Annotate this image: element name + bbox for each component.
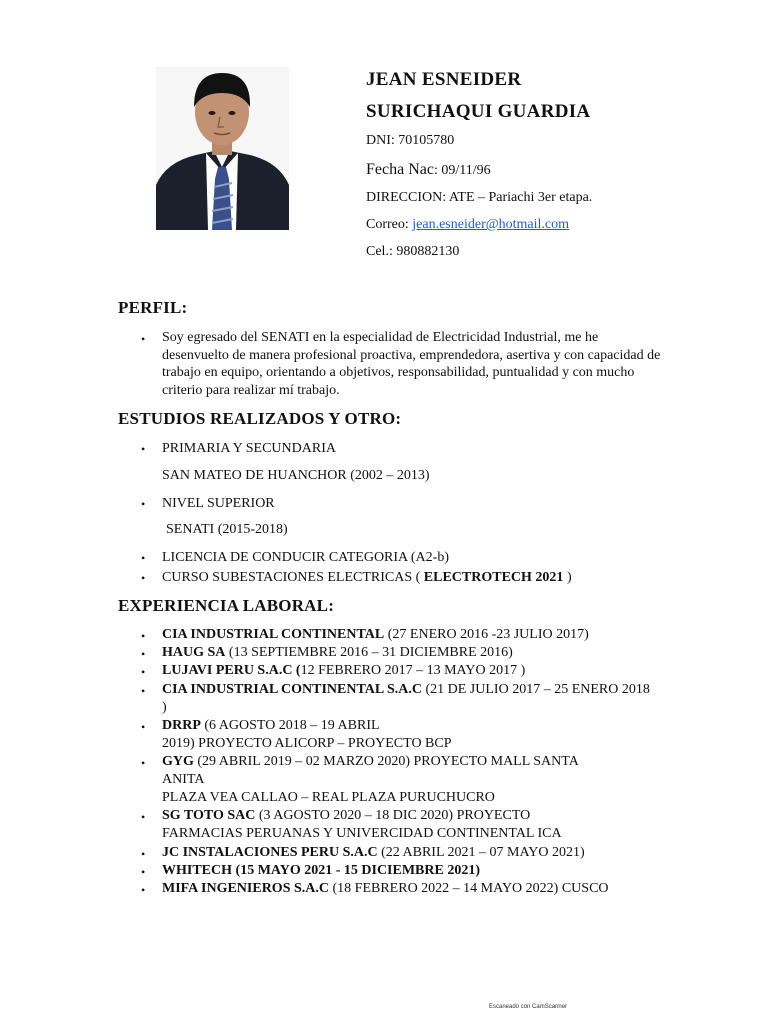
exp-item-9 [162, 862, 652, 880]
bullet-icon: • [141, 332, 146, 346]
exp-company: JC INSTALACIONES PERU S.A.C [162, 845, 378, 860]
exp-dates: (22 ABRIL 2021 – 07 MAYO 2021) [377, 845, 585, 860]
exp-item-8 [162, 844, 652, 862]
estudios-heading: ESTUDIOS REALIZADOS Y OTRO: [118, 409, 402, 428]
bullet-icon: • [141, 865, 146, 879]
bullet-icon: • [141, 629, 146, 643]
correo-line [366, 217, 569, 233]
exp-item-10 [162, 880, 662, 898]
name-line-2: SURICHAQUI GUARDIA [366, 101, 591, 122]
exp-item-4 [162, 681, 652, 717]
exp-item-7 [162, 807, 602, 843]
exp-company: HAUG SA [162, 645, 226, 660]
estudio-item-4 [162, 569, 572, 586]
correo-label: Correo: [366, 217, 409, 232]
estudio-item-4-pre: CURSO SUBESTACIONES ELECTRICAS ( [162, 570, 424, 585]
exp-item-6-cont [162, 789, 652, 807]
bullet-icon: • [141, 497, 146, 511]
fecha-value: : 09/11/96 [433, 163, 491, 178]
estudio-item-2: NIVEL SUPERIOR [162, 496, 275, 511]
cel-line: Cel.: 980882130 [366, 244, 460, 259]
exp-dates: 2019) PROYECTO ALICORP – PROYECTO BCP [162, 736, 452, 751]
estudio-item-1: PRIMARIA Y SECUNDARIA [162, 441, 336, 456]
estudio-item-1-detail: SAN MATEO DE HUANCHOR (2002 – 2013) [162, 468, 430, 483]
estudio-item-4-bold: ELECTROTECH 2021 [423, 570, 564, 585]
exp-item-6 [162, 753, 622, 789]
experiencia-heading: EXPERIENCIA LABORAL: [118, 596, 335, 615]
exp-item-5-cont [162, 735, 652, 753]
perfil-heading: PERFIL: [118, 298, 188, 317]
scanner-watermark: Escaneado con CamScanner [489, 1004, 568, 1010]
bullet-icon: • [141, 571, 146, 585]
estudio-item-4-post: ) [563, 570, 572, 585]
exp-dates: 12 FEBRERO 2017 – 13 MAYO 2017 ) [300, 663, 526, 678]
exp-company: LUJAVI PERU S.A.C ( [162, 663, 301, 678]
exp-item-5 [162, 717, 652, 735]
bullet-icon: • [141, 665, 146, 679]
direccion-line: DIRECCION: ATE – Pariachi 3er etapa. [366, 190, 593, 205]
bullet-icon: • [141, 883, 146, 897]
exp-item-2 [162, 644, 652, 662]
exp-dates: (27 ENERO 2016 -23 JULIO 2017) [384, 627, 589, 642]
exp-company: MIFA INGENIEROS S.A.C [162, 881, 329, 896]
fecha-line [366, 162, 491, 179]
exp-dates: (13 SEPTIEMBRE 2016 – 31 DICIEMBRE 2016) [225, 645, 513, 660]
dni-value: 70105780 [398, 133, 455, 148]
bullet-icon: • [141, 756, 146, 770]
bullet-icon: • [141, 551, 146, 565]
exp-dates: PLAZA VEA CALLAO – REAL PLAZA PURUCHUCRO [162, 790, 495, 805]
exp-dates: (6 AGOSTO 2018 – 19 ABRIL [200, 718, 380, 733]
estudio-item-2-detail: SENATI (2015-2018) [166, 522, 288, 537]
profile-photo [156, 67, 289, 230]
bullet-icon: • [141, 720, 146, 734]
perfil-text: Soy egresado del SENATI en la especialidad de Electricidad Industrial, me he desenvuelto de manera profesional proactiva, emprendedora, asertiva y con capacidad de trabajo en equipo, orientando a objetivos, responsabilidad, puntualidad y con mucho criterio para realizar mí trabajo. [162, 330, 661, 398]
bullet-icon: • [141, 684, 146, 698]
exp-company: CIA INDUSTRIAL CONTINENTAL [162, 627, 385, 642]
dni-line [366, 133, 454, 149]
bullet-icon: • [141, 442, 146, 456]
fecha-label: Fecha Nac [366, 161, 434, 178]
dni-label: DNI: [366, 133, 395, 148]
estudio-item-3: LICENCIA DE CONDUCIR CATEGORIA (A2-b) [162, 550, 449, 565]
exp-item-1 [162, 626, 652, 644]
exp-dates: (18 FEBRERO 2022 – 14 MAYO 2022) CUSCO [329, 881, 609, 896]
exp-company: SG TOTO SAC [162, 808, 256, 823]
email-link[interactable]: jean.esneider@hotmail.com [412, 217, 569, 232]
bullet-icon: • [141, 847, 146, 861]
bullet-icon: • [141, 647, 146, 661]
exp-dates: 15 MAYO 2021 - 15 DICIEMBRE 2021) [240, 863, 481, 878]
name-line-1: JEAN ESNEIDER [366, 69, 522, 90]
exp-company: WHITECH ( [162, 863, 241, 878]
exp-dates: (3 AGOSTO 2020 – 18 DIC 2020) PROYECTO FARMACIAS PERUANAS Y UNIVERCIDAD CONTINENTAL ICA [162, 808, 562, 841]
bullet-icon: • [141, 810, 146, 824]
exp-dates: (29 ABRIL 2019 – 02 MARZO 2020) PROYECTO MALL SANTA ANITA [162, 754, 579, 787]
exp-dates: (21 DE JULIO 2017 – 25 ENERO 2018 ) [162, 682, 650, 715]
exp-company: CIA INDUSTRIAL CONTINENTAL S.A.C [162, 682, 422, 697]
exp-item-3 [162, 662, 652, 680]
exp-company: GYG [162, 754, 194, 769]
exp-company: DRRP [162, 718, 201, 733]
person-silhouette-icon [156, 67, 289, 230]
